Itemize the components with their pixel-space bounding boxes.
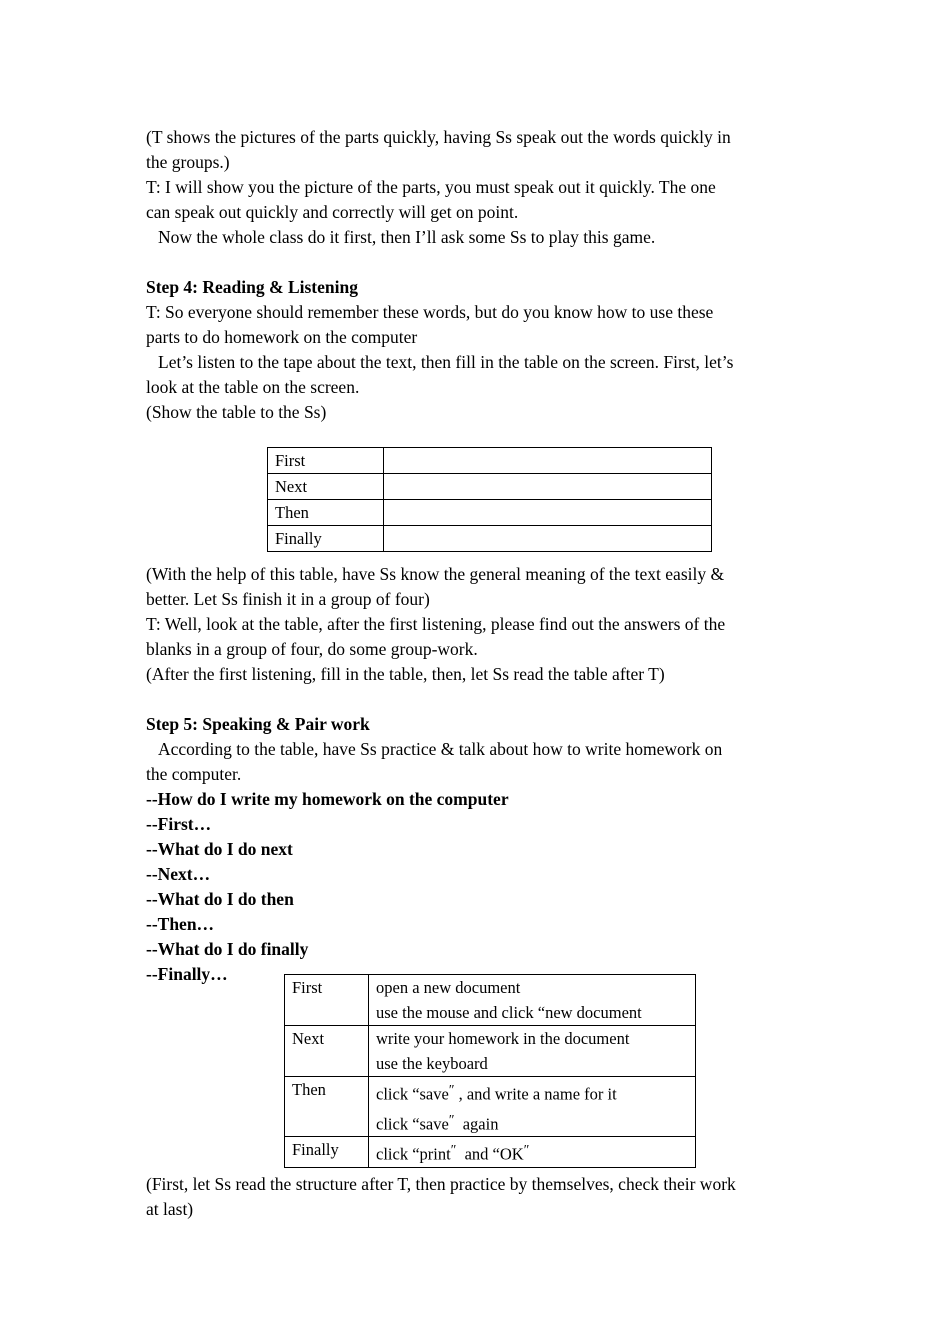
table-cell-label: Next <box>268 474 384 500</box>
paragraph-after-blank-table <box>146 562 796 687</box>
table-cell-label: Next <box>285 1026 369 1077</box>
table-cell-value[interactable] <box>384 474 712 500</box>
text-line: blanks in a group of four, do some group-work. <box>146 639 478 659</box>
double-prime-quote-icon: ″ <box>448 1082 455 1097</box>
double-prime-quote-icon: ″ <box>448 1111 455 1127</box>
table-row <box>268 526 712 552</box>
double-prime-quote-icon: ″ <box>450 1142 457 1158</box>
paragraph-spacer <box>146 687 796 712</box>
table-row <box>285 1137 696 1168</box>
table-cell-line: open a new document <box>376 978 521 997</box>
paragraph-step-4 <box>146 300 796 425</box>
dialogue-line: --What do I do then <box>146 889 294 909</box>
text-line: T: I will show you the picture of the parts, you must speak out it quickly. The one <box>146 177 716 197</box>
table-cell-value[interactable] <box>384 448 712 474</box>
table-cell-label: Finally <box>268 526 384 552</box>
text-line: can speak out quickly and correctly will get on point. <box>146 202 519 222</box>
heading-step-4: Step 4: Reading & Listening <box>146 277 358 297</box>
table-cell-value <box>369 975 696 1026</box>
dialogue-line: --How do I write my homework on the computer <box>146 789 509 809</box>
dialogue-line: --Next… <box>146 864 211 884</box>
text-line: (With the help of this table, have Ss know the general meaning of the text easily & <box>146 564 725 584</box>
text-line: T: So everyone should remember these words, but do you know how to use these <box>146 302 714 322</box>
table-row <box>268 500 712 526</box>
text-line: parts to do homework on the computer <box>146 327 418 347</box>
text-line: look at the table on the screen. <box>146 377 360 397</box>
dialogue-line: --Finally… <box>146 964 228 984</box>
table-cell-line: click “save″ , and write a name for it <box>376 1082 617 1104</box>
paragraph-intro <box>146 125 796 250</box>
table-cell-label: First <box>285 975 369 1026</box>
blank-table-wrapper <box>267 447 683 552</box>
table-cell-value <box>369 1137 696 1168</box>
text-line: (First, let Ss read the structure after T, then practice by themselves, check their work <box>146 1174 736 1194</box>
table-cell-label: Then <box>285 1077 369 1137</box>
text-line: (After the first listening, fill in the table, then, let Ss read the table after T) <box>146 664 665 684</box>
table-cell-line: click “print″ and “OK″ <box>376 1142 530 1165</box>
dialogue-line: --What do I do finally <box>146 939 309 959</box>
text-line: According to the table, have Ss practice & talk about how to write homework on <box>158 739 723 759</box>
text-line: (T shows the pictures of the parts quickly, having Ss speak out the words quickly in <box>146 127 731 147</box>
text-line: T: Well, look at the table, after the first listening, please find out the answers of the <box>146 614 726 634</box>
table-row <box>268 474 712 500</box>
paragraph-spacer <box>146 250 796 275</box>
table-cell-value <box>369 1077 696 1137</box>
table-cell-label: Finally <box>285 1137 369 1168</box>
table-row <box>268 448 712 474</box>
text-line: better. Let Ss finish it in a group of four) <box>146 589 430 609</box>
blank-table-body <box>268 448 712 552</box>
paragraph-step-5 <box>146 737 796 787</box>
heading-step-5: Step 5: Speaking & Pair work <box>146 714 370 734</box>
table-cell-value[interactable] <box>384 526 712 552</box>
text-line: the groups.) <box>146 152 230 172</box>
table-row <box>285 1077 696 1137</box>
text-line: the computer. <box>146 764 242 784</box>
double-prime-quote-icon: ″ <box>523 1142 530 1158</box>
table-cell-label: First <box>268 448 384 474</box>
table-cell-label: Then <box>268 500 384 526</box>
dialogue-line: --First… <box>146 814 212 834</box>
paragraph-closing <box>146 1172 796 1222</box>
filled-table-body <box>285 975 696 1168</box>
table-cell-line: use the mouse and click “new document <box>376 1003 642 1022</box>
dialogue-list <box>146 787 796 987</box>
filled-table-wrapper <box>284 974 667 1168</box>
table-cell-line: write your homework in the document <box>376 1029 630 1048</box>
blank-table <box>267 447 712 552</box>
dialogue-line: --What do I do next <box>146 839 293 859</box>
filled-table <box>284 974 696 1168</box>
text-line: Now the whole class do it first, then I’ll ask some Ss to play this game. <box>158 227 656 247</box>
table-cell-value <box>369 1026 696 1077</box>
text-line: at last) <box>146 1199 194 1219</box>
text-line: (Show the table to the Ss) <box>146 402 327 422</box>
text-line: Let’s listen to the tape about the text, then fill in the table on the screen. First, let’s <box>158 352 734 372</box>
table-cell-value[interactable] <box>384 500 712 526</box>
dialogue-line: --Then… <box>146 914 215 934</box>
table-cell-line: click “save″ again <box>376 1111 499 1134</box>
table-row <box>285 1026 696 1077</box>
table-cell-line: use the keyboard <box>376 1054 488 1073</box>
table-row <box>285 975 696 1026</box>
